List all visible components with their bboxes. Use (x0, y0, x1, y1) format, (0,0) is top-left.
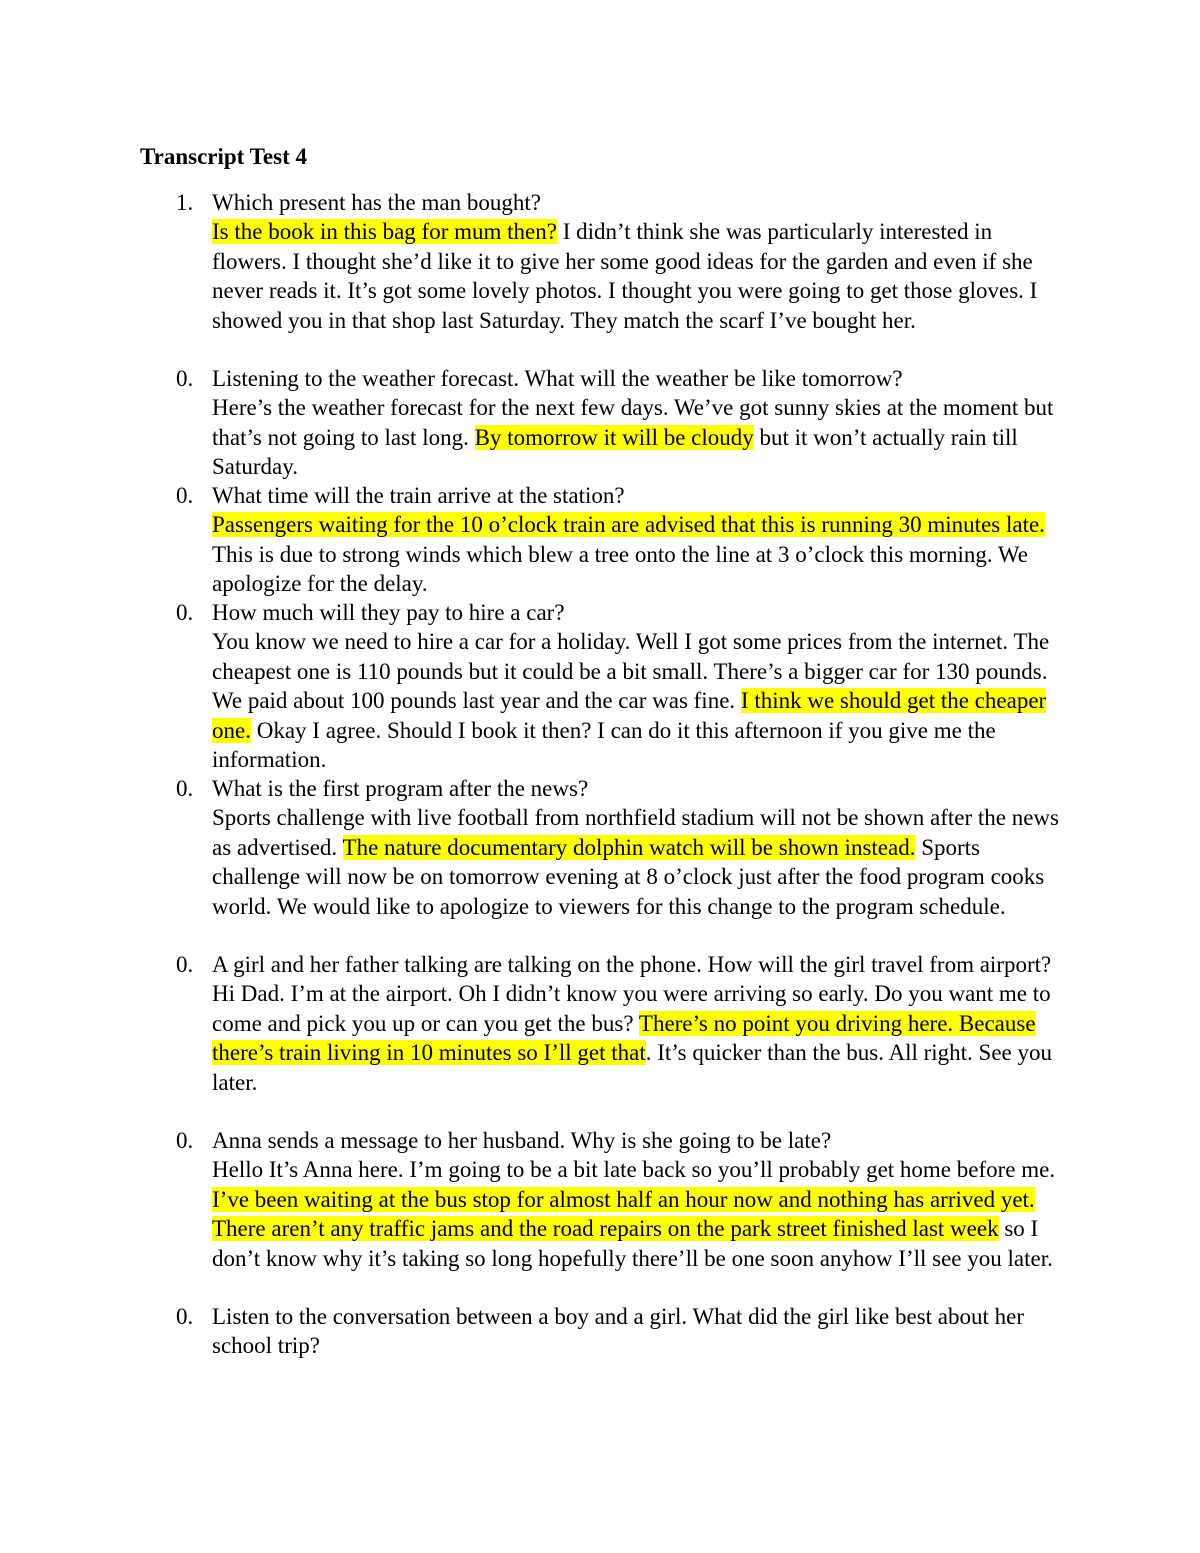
item-question: Listen to the conversation between a boy and a girl. What did the girl like best about her school trip? (212, 1304, 1025, 1359)
item-answer (212, 393, 1070, 481)
item-question: What is the first program after the news? (212, 776, 589, 801)
answer-segment: There’s no point you driving here. Because there’s train living in 10 minutes so I’ll get that (212, 1010, 1036, 1066)
list-item (140, 950, 1070, 1097)
item-question: Listening to the weather forecast. What will the weather be like tomorrow? (212, 366, 903, 391)
answer-segment: I didn’t think she was particularly interested in flowers. I thought she’d like it to give her some good ideas for the garden and even if she never reads it. It’s got some lovely photos. I thought you were going to get those gloves. I showed you in that shop last Saturday. They match the scarf I’ve bought her. (212, 219, 1038, 333)
answer-segment: By tomorrow it will be cloudy (474, 424, 754, 450)
item-number: 1. (176, 190, 194, 215)
answer-segment: The nature documentary dolphin watch will be shown instead. (342, 834, 916, 860)
answer-segment: Sports challenge with live football from northfield stadium will not be shown after the news as advertised. (212, 805, 1059, 860)
answer-segment: Is the book in this bag for mum then? (212, 219, 557, 245)
item-number: 0. (176, 1128, 194, 1153)
list-item (140, 598, 1070, 774)
answer-segment: Passengers waiting for the 10 o’clock train are advised that this is running 30 minutes late. (212, 512, 1045, 538)
answer-segment: Here’s the weather forecast for the next few days. We’ve got sunny skies at the moment but that’s not going to last long. (212, 395, 1054, 450)
document-title: Transcript Test 4 (140, 144, 307, 169)
answer-segment: so I don’t know why it’s taking so long hopefully there’ll be one soon anyhow I’ll see you later. (212, 1216, 1053, 1271)
list-item (140, 188, 1070, 335)
answer-segment: I think we should get the cheaper one. (212, 688, 1047, 743)
answer-segment: I’ve been waiting at the bus stop for almost half an hour now and nothing has arrived yet. There aren’t any traffic jams and the road repairs on the park street finished last week (212, 1186, 1035, 1242)
item-answer (212, 979, 1070, 1097)
item-number: 0. (176, 600, 194, 625)
item-question: How much will they pay to hire a car? (212, 600, 565, 625)
item-number: 0. (176, 776, 194, 801)
item-question: Which present has the man bought? (212, 190, 541, 215)
list-item (140, 364, 1070, 482)
item-number: 0. (176, 1304, 194, 1329)
list-item (140, 774, 1070, 921)
item-number: 0. (176, 952, 194, 977)
item-answer (212, 803, 1070, 921)
answer-segment: . It’s quicker than the bus. All right. See you later. (212, 1040, 1053, 1095)
answer-segment: You know we need to hire a car for a holiday. Well I got some prices from the internet. The cheapest one is 110 pounds but it could be a bit small. There’s a bigger car for 130 pounds. We paid about 100 pounds last year and the car was fine. (212, 629, 1050, 714)
item-answer (212, 217, 1070, 335)
answer-segment: Hi Dad. I’m at the airport. Oh I didn’t know you were arriving so early. Do you want me to come and pick you up or can you get the bus? (212, 981, 1051, 1036)
answer-segment: Hello It’s Anna here. I’m going to be a bit late back so you’ll probably get home before me. (212, 1157, 1056, 1183)
item-answer (212, 627, 1070, 774)
item-number: 0. (176, 366, 194, 391)
answer-segment: Sports challenge will now be on tomorrow evening at 8 o’clock just after the food program cooks world. We would like to apologize to viewers for this change to the program schedule. (212, 834, 1045, 919)
item-answer (212, 1155, 1070, 1273)
item-number: 0. (176, 483, 194, 508)
list-item (140, 1302, 1070, 1361)
item-question: What time will the train arrive at the station? (212, 483, 625, 508)
answer-segment: Okay I agree. Should I book it then? I can do it this afternoon if you give me the information. (212, 717, 996, 773)
item-question: Anna sends a message to her husband. Why is she going to be late? (212, 1128, 832, 1153)
list-item (140, 481, 1070, 599)
answer-segment: This is due to strong winds which blew a tree onto the line at 3 o’clock this morning. We apologize for the delay. (212, 541, 1028, 597)
item-answer (212, 510, 1070, 598)
answer-segment: but it won’t actually rain till Saturday. (212, 424, 1018, 480)
item-question: A girl and her father talking are talking on the phone. How will the girl travel from airport? (212, 952, 1052, 977)
list-item (140, 1126, 1070, 1273)
